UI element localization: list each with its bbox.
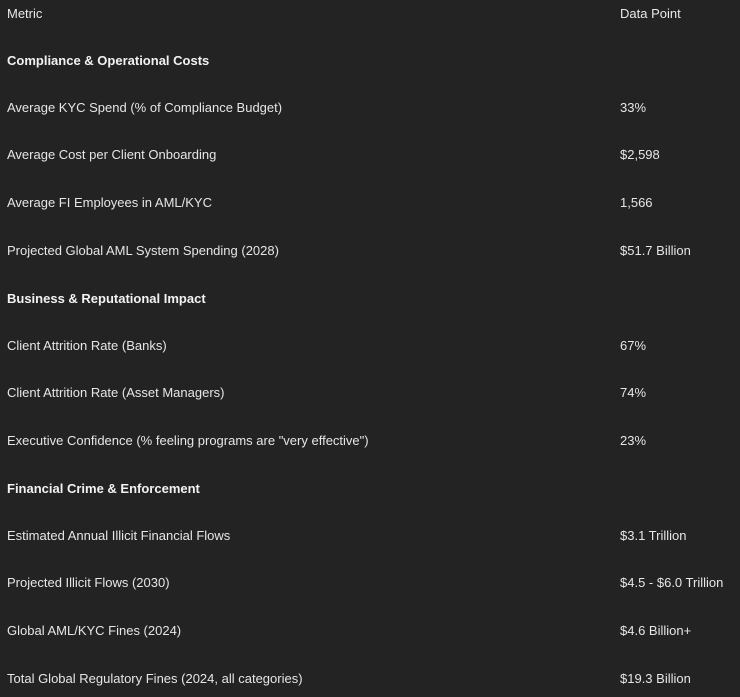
- table-row: [0, 336, 740, 356]
- value-cell: $3.1 Trillion: [620, 528, 687, 543]
- section-row-financial-crime: [0, 479, 740, 499]
- metric-cell: Average KYC Spend (% of Compliance Budget): [7, 100, 283, 115]
- value-cell: 1,566: [620, 195, 653, 210]
- metric-cell: Global AML/KYC Fines (2024): [7, 623, 182, 638]
- metric-cell: Estimated Annual Illicit Financial Flows: [7, 528, 231, 543]
- value-cell: 74%: [620, 385, 647, 400]
- value-cell: 33%: [620, 100, 647, 115]
- table-row: [0, 621, 740, 641]
- table-row: [0, 145, 740, 165]
- table-row: [0, 193, 740, 213]
- section-row-compliance: [0, 51, 740, 71]
- section-label: Compliance & Operational Costs: [7, 53, 210, 68]
- section-label: Financial Crime & Enforcement: [7, 481, 200, 496]
- metric-cell: Average FI Employees in AML/KYC: [7, 195, 212, 210]
- value-cell: 23%: [620, 433, 647, 448]
- section-label: Business & Reputational Impact: [7, 291, 206, 306]
- header-metric: Metric: [7, 6, 43, 21]
- metric-cell: Client Attrition Rate (Asset Managers): [7, 385, 225, 400]
- metric-cell: Total Global Regulatory Fines (2024, all categories): [7, 671, 303, 686]
- value-cell: $19.3 Billion: [620, 671, 691, 686]
- table-row: [0, 669, 740, 689]
- value-cell: $51.7 Billion: [620, 243, 691, 258]
- section-row-business: [0, 289, 740, 309]
- table-row: [0, 98, 740, 118]
- metric-cell: Executive Confidence (% feeling programs are "very effective"): [7, 433, 369, 448]
- table-row: [0, 573, 740, 593]
- value-cell: 67%: [620, 338, 647, 353]
- metric-cell: Projected Illicit Flows (2030): [7, 575, 170, 590]
- header-data-point: Data Point: [620, 6, 681, 21]
- value-cell: $4.5 - $6.0 Trillion: [620, 575, 724, 590]
- metric-cell: Projected Global AML System Spending (2028): [7, 243, 279, 258]
- table-row: [0, 526, 740, 546]
- table-row: [0, 383, 740, 403]
- table-row: [0, 241, 740, 261]
- table-header-row: [0, 4, 740, 24]
- metric-cell: Average Cost per Client Onboarding: [7, 147, 217, 162]
- table-row: [0, 431, 740, 451]
- metric-cell: Client Attrition Rate (Banks): [7, 338, 167, 353]
- value-cell: $4.6 Billion+: [620, 623, 692, 638]
- value-cell: $2,598: [620, 147, 660, 162]
